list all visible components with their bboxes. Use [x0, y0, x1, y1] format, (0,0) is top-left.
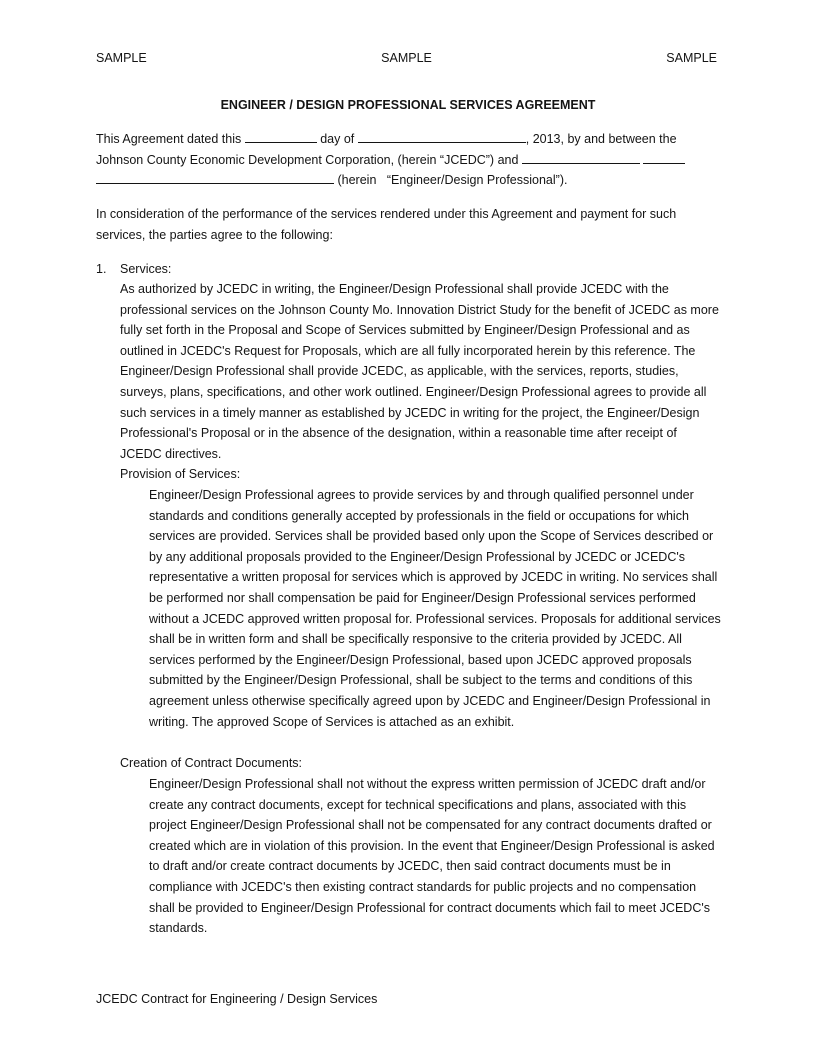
- section-number: 1.: [96, 262, 107, 276]
- consideration-paragraph: In consideration of the performance of the services rendered under this Agreement and payment for such services, the parties agree to the following:: [96, 207, 677, 242]
- intro-paragraph: [96, 129, 718, 191]
- intro-text-dated: This Agreement dated this: [96, 132, 242, 146]
- party-blank-line-1: [522, 150, 640, 164]
- date-blank-line: [245, 129, 317, 143]
- page-header: [96, 49, 717, 67]
- party-blank-line-2: [643, 150, 685, 164]
- creation-body: Engineer/Design Professional shall not without the express written permission of JCEDC draft and/or create any contract documents, except for technical specifications and plans, associated with this project Engineer/Design Professional shall not be compensated for any contract documents drafted or created which are in violation of this provision. In the event that Engineer/Design Professional is asked to draft and/or create contract documents by JCEDC, then said contract documents must be in compliance with JCEDC's then existing contract standards for public projects and no compensation shall be provided to Engineer/Design Professional for contract documents which fail to meet JCEDC's standards.: [149, 777, 715, 936]
- intro-text-parties: , 2013, by and between the Johnson County Economic Development Corporation, (herein “JCEDC”) and: [96, 132, 677, 167]
- provision-body: Engineer/Design Professional agrees to provide services by and through qualified personnel under standards and conditions generally accepted by professionals in the field or occupations for which services are provided. Services shall be provided based only upon the Scope of Services described or by any additional proposals provided to the Engineer/Design Professional by JCEDC or JCEDC's representative a written proposal for services which is approved by JCEDC in writing. No services shall be performed nor shall compensation be paid for Engineer/Design Professional services performed without a JCEDC approved written proposal for. Professional services. Proposals for additional services shall be in written form and shall be specifically responsive to the criteria provided by JCEDC. All services performed by the Engineer/Design Professional, based upon JCEDC approved proposals submitted by the Engineer/Design Professional, shall be subject to the terms and conditions of this agreement unless otherwise specifically agreed upon by JCEDC and Engineer/Design Professional in writing. The approved Scope of Services is attached as an exhibit.: [149, 488, 721, 729]
- provision-heading: Provision of Services:: [120, 467, 241, 481]
- header-sample-left: SAMPLE: [96, 51, 147, 65]
- creation-heading: Creation of Contract Documents:: [120, 756, 303, 770]
- services-body: As authorized by JCEDC in writing, the Engineer/Design Professional shall provide JCEDC with the professional services on the Johnson County Mo. Innovation District Study for the benefit of JCEDC as more fully set forth in the Proposal and Scope of Services submitted by Engineer/Design Professional and as outlined in JCEDC's Request for Proposals, which are all fully incorporated herein by this reference. The Engineer/Design Professional shall provide JCEDC, as applicable, with the services, reports, studies, surveys, plans, specifications, and other work outlined. Engineer/Design Professional agrees to provide all such services in a timely manner as established by JCEDC in writing for the project, the Engineer/Design Professional's Proposal or in the absence of the designation, within a reasonable time after receipt of JCEDC directives.: [120, 282, 719, 461]
- header-sample-right: SAMPLE: [666, 51, 717, 65]
- section-title: Services:: [120, 262, 172, 276]
- month-blank-line: [358, 129, 526, 143]
- page-footer: JCEDC Contract for Engineering / Design Services: [96, 992, 378, 1006]
- intro-text-day-of: day of: [320, 132, 355, 146]
- document-title: ENGINEER / DESIGN PROFESSIONAL SERVICES AGREEMENT: [220, 98, 596, 112]
- intro-text-herein: (herein “Engineer/Design Professional”).: [337, 173, 568, 188]
- header-sample-center: SAMPLE: [381, 51, 432, 65]
- party-blank-line-3: [96, 170, 334, 184]
